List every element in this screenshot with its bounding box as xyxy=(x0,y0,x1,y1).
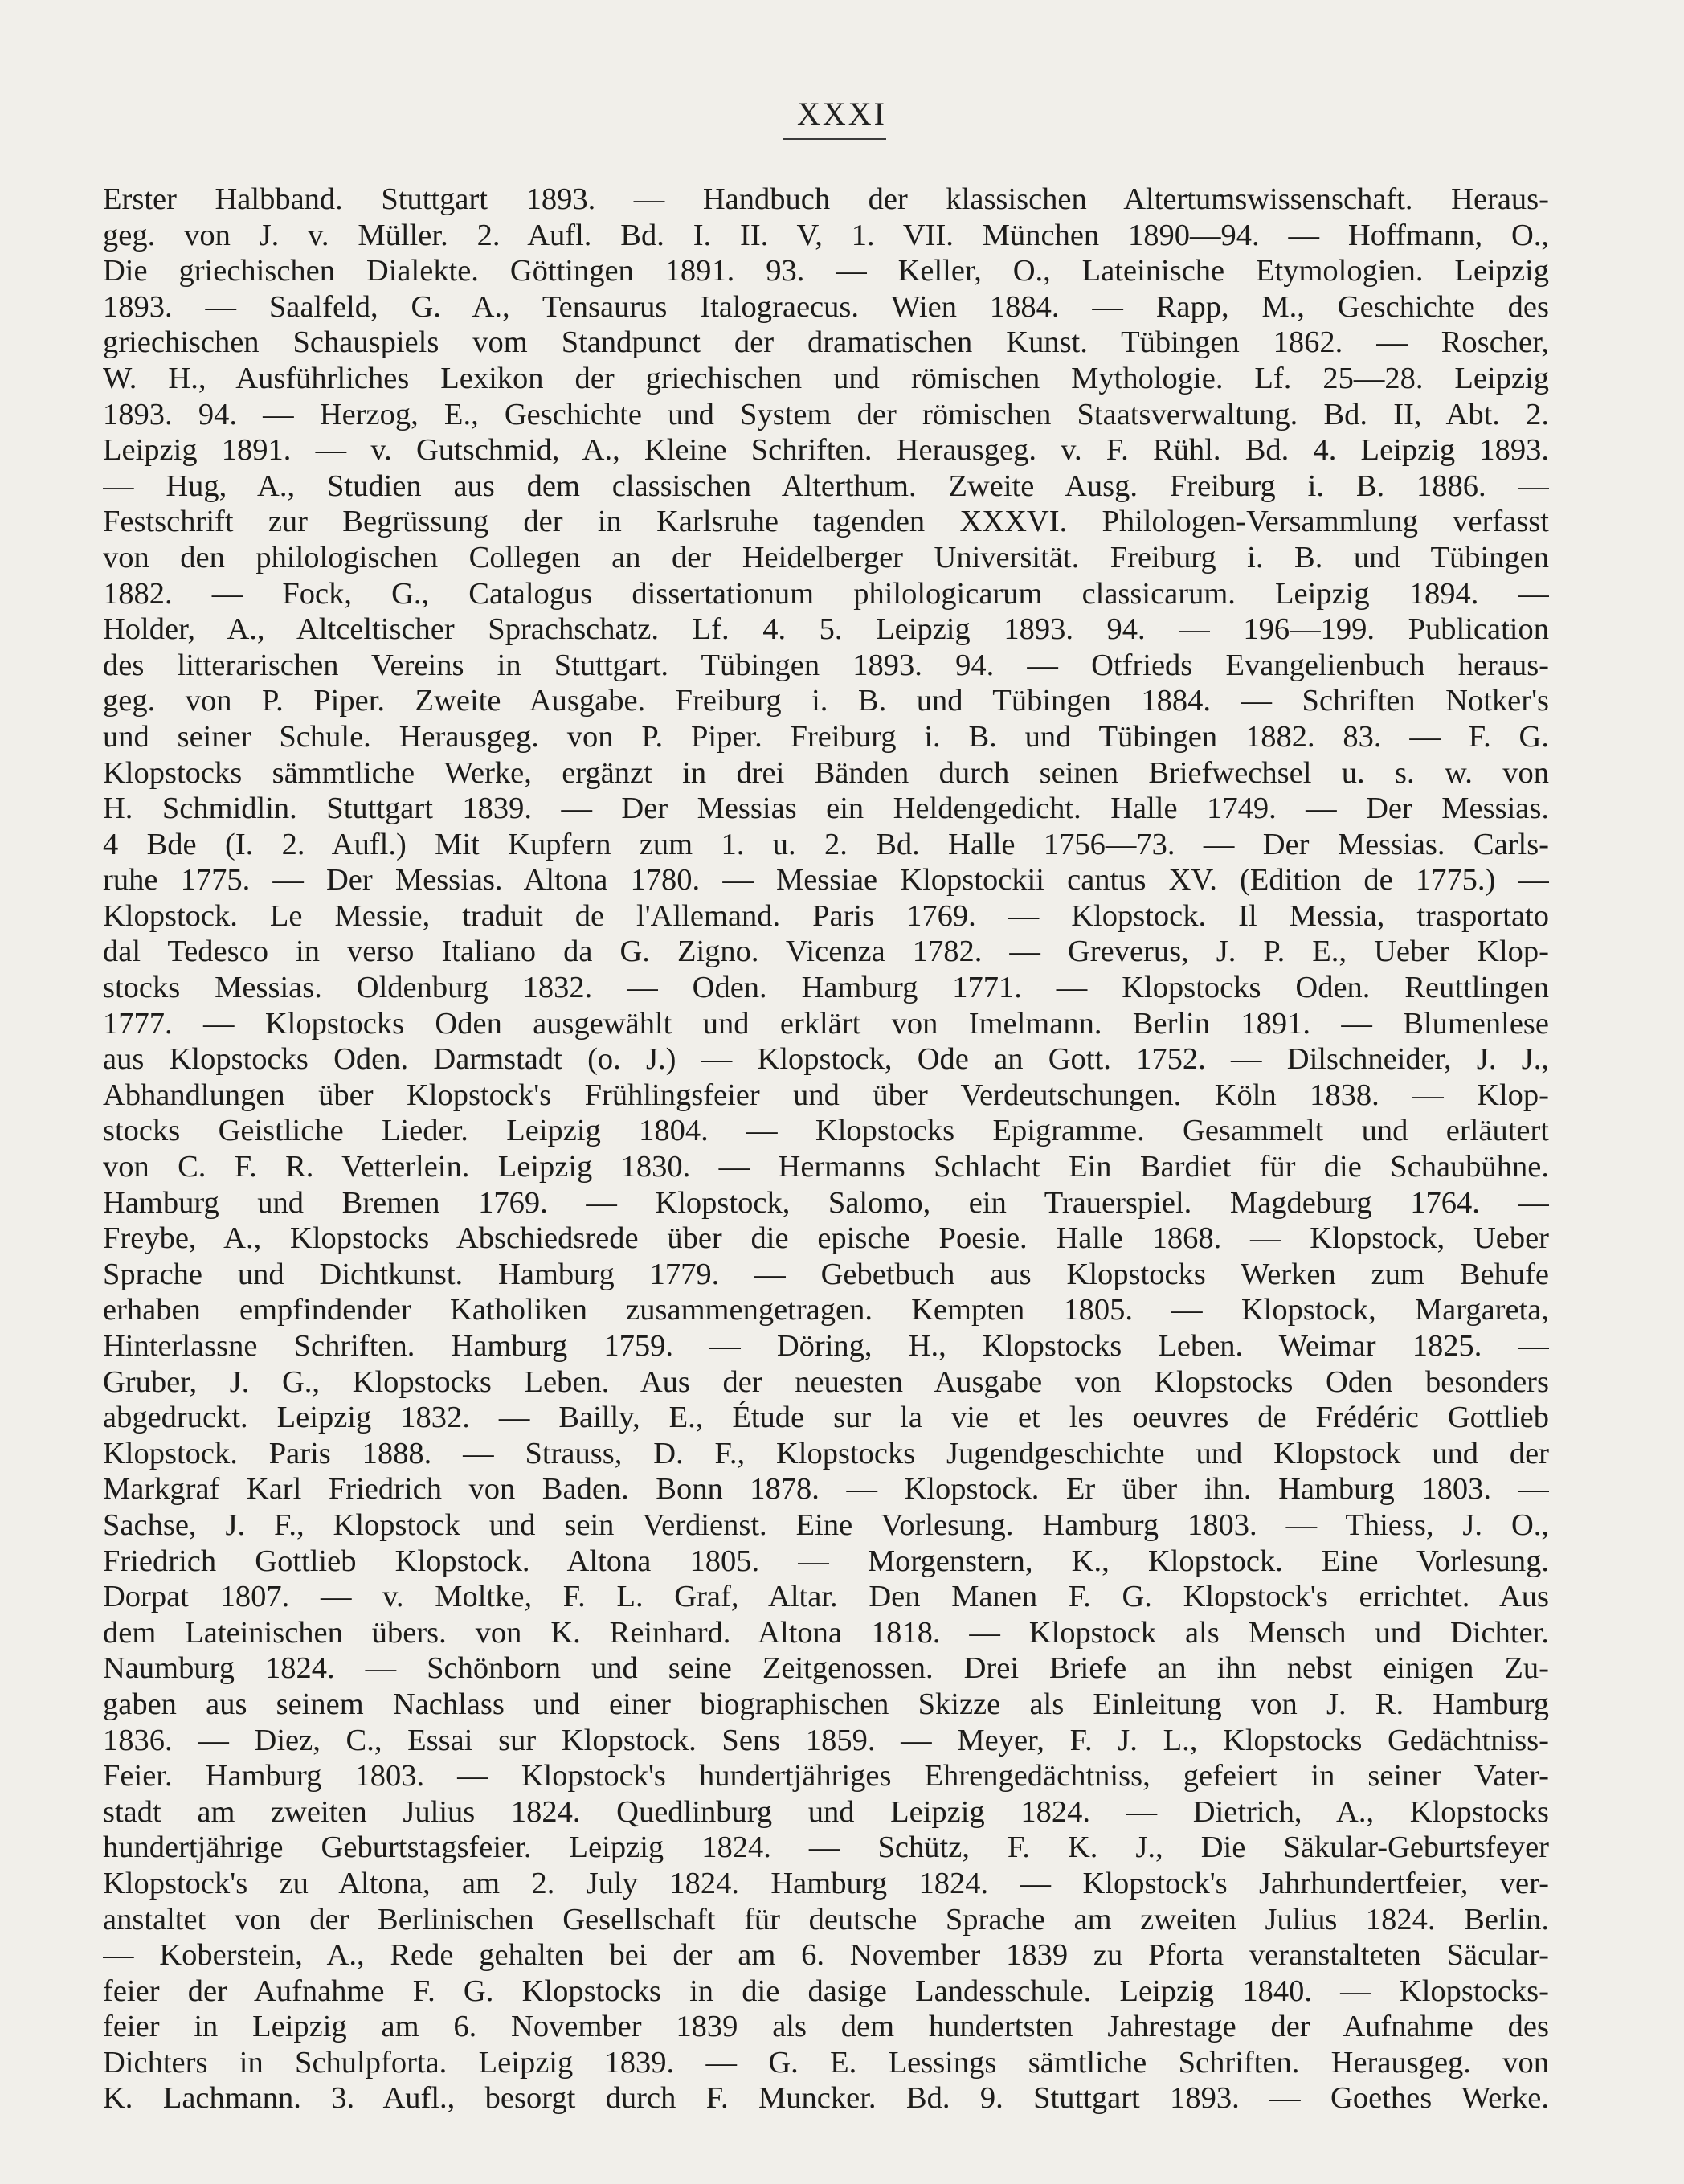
text-line: gaben aus seinem Nachlass und einer biographischen Skizze als Einleitung von J. R. Hamburg xyxy=(103,1687,1549,1721)
text-line: Dorpat 1807. — v. Moltke, F. L. Graf, Altar. Den Manen F. G. Klopstock's errichtet. Aus xyxy=(103,1580,1549,1614)
text-line: geg. von P. Piper. Zweite Ausgabe. Freiburg i. B. und Tübingen 1884. — Schriften Notker's xyxy=(103,684,1549,718)
text-line: Festschrift zur Begrüssung der in Karlsruhe tagenden XXXVI. Philologen-Versammlung verfasst xyxy=(103,505,1549,539)
text-line: Sprache und Dichtkunst. Hamburg 1779. — Gebetbuch aus Klopstocks Werken zum Behufe xyxy=(103,1257,1549,1291)
header-rule xyxy=(783,138,886,140)
text-line: stocks Geistliche Lieder. Leipzig 1804. — Klopstocks Epigramme. Gesammelt und erläutert xyxy=(103,1114,1549,1148)
text-line: von den philologischen Collegen an der Heidelberger Universität. Freiburg i. B. und Tübingen xyxy=(103,540,1549,575)
text-line: 1893. — Saalfeld, G. A., Tensaurus Italograecus. Wien 1884. — Rapp, M., Geschichte des xyxy=(103,289,1549,324)
text-line: Die griechischen Dialekte. Göttingen 1891. 93. — Keller, O., Lateinische Etymologien. Leipzig xyxy=(103,254,1549,288)
text-line: Dichters in Schulpforta. Leipzig 1839. — G. E. Lessings sämtliche Schriften. Herausgeg. von xyxy=(103,2045,1549,2080)
text-line: feier in Leipzig am 6. November 1839 als dem hundertsten Jahrestage der Aufnahme des xyxy=(103,2010,1549,2044)
text-line: Hamburg und Bremen 1769. — Klopstock, Salomo, ein Trauerspiel. Magdeburg 1764. — xyxy=(103,1185,1549,1220)
text-line: Klopstocks sämmtliche Werke, ergänzt in drei Bänden durch seinen Briefwechsel u. s. w. von xyxy=(103,755,1549,790)
text-line: 1836. — Diez, C., Essai sur Klopstock. Sens 1859. — Meyer, F. J. L., Klopstocks Gedächtniss- xyxy=(103,1723,1549,1757)
text-line: Klopstock. Le Messie, traduit de l'Allemand. Paris 1769. — Klopstock. Il Messia, trasportato xyxy=(103,898,1549,933)
text-line: des litterarischen Vereins in Stuttgart. Tübingen 1893. 94. — Otfrieds Evangelienbuch heraus- xyxy=(103,648,1549,682)
text-line: Holder, A., Altceltischer Sprachschatz. Lf. 4. 5. Leipzig 1893. 94. — 196—199. Publication xyxy=(103,612,1549,647)
text-line: Hinterlassne Schriften. Hamburg 1759. — Döring, H., Klopstocks Leben. Weimar 1825. — xyxy=(103,1329,1549,1363)
text-line: von C. F. R. Vetterlein. Leipzig 1830. — Hermanns Schlacht Ein Bardiet für die Schaubühne. xyxy=(103,1150,1549,1184)
text-line: abgedruckt. Leipzig 1832. — Bailly, E., Étude sur la vie et les oeuvres de Frédéric Gottlieb xyxy=(103,1401,1549,1435)
text-line: K. Lachmann. 3. Aufl., besorgt durch F. Muncker. Bd. 9. Stuttgart 1893. — Goethes Werke. xyxy=(103,2081,1549,2116)
text-line: feier der Aufnahme F. G. Klopstocks in die dasige Landesschule. Leipzig 1840. — Klopstocks- xyxy=(103,1973,1549,2008)
text-line: Gruber, J. G., Klopstocks Leben. Aus der neuesten Ausgabe von Klopstocks Oden besonders xyxy=(103,1364,1549,1399)
text-line: hundertjährige Geburtstagsfeier. Leipzig 1824. — Schütz, F. K. J., Die Säkular-Geburtsfeyer xyxy=(103,1830,1549,1865)
page-number: XXXI xyxy=(797,96,887,132)
text-line: Naumburg 1824. — Schönborn und seine Zeitgenossen. Drei Briefe an ihn nebst einigen Zu- xyxy=(103,1651,1549,1686)
text-line: dal Tedesco in verso Italiano da G. Zigno. Vicenza 1782. — Greverus, J. P. E., Ueber Klop- xyxy=(103,935,1549,969)
text-line: W. H., Ausführliches Lexikon der griechischen und römischen Mythologie. Lf. 25—28. Leipzig xyxy=(103,361,1549,395)
text-line: 1777. — Klopstocks Oden ausgewählt und erklärt von Imelmann. Berlin 1891. — Blumenlese xyxy=(103,1006,1549,1041)
text-line: 1893. 94. — Herzog, E., Geschichte und System der römischen Staatsverwaltung. Bd. II, Abt. 2. xyxy=(103,397,1549,431)
text-line: Freybe, A., Klopstocks Abschiedsrede über die epische Poesie. Halle 1868. — Klopstock, Ueber xyxy=(103,1221,1549,1256)
text-line: Feier. Hamburg 1803. — Klopstock's hundertjähriges Ehrengedächtniss, gefeiert in seiner Vater- xyxy=(103,1759,1549,1793)
text-line: und seiner Schule. Herausgeg. von P. Piper. Freiburg i. B. und Tübingen 1882. 83. — F. G. xyxy=(103,719,1549,754)
text-line: stadt am zweiten Julius 1824. Quedlinburg und Leipzig 1824. — Dietrich, A., Klopstocks xyxy=(103,1794,1549,1829)
text-line: dem Lateinischen übers. von K. Reinhard. Altona 1818. — Klopstock als Mensch und Dichter. xyxy=(103,1615,1549,1650)
text-line: Sachse, J. F., Klopstock und sein Verdienst. Eine Vorlesung. Hamburg 1803. — Thiess, J. O., xyxy=(103,1507,1549,1542)
text-line: Friedrich Gottlieb Klopstock. Altona 1805. — Morgenstern, K., Klopstock. Eine Vorlesung. xyxy=(103,1544,1549,1578)
text-line: — Koberstein, A., Rede gehalten bei der am 6. November 1839 zu Pforta veranstalteten Säcular- xyxy=(103,1938,1549,1973)
text-line: Abhandlungen über Klopstock's Frühlingsfeier und über Verdeutschungen. Köln 1838. — Klop- xyxy=(103,1078,1549,1112)
text-line: Leipzig 1891. — v. Gutschmid, A., Kleine Schriften. Herausgeg. v. F. Rühl. Bd. 4. Leipzig 1893. xyxy=(103,433,1549,468)
text-line: 1882. — Fock, G., Catalogus dissertationum philologicarum classicarum. Leipzig 1894. — xyxy=(103,576,1549,611)
text-line: 4 Bde (I. 2. Aufl.) Mit Kupfern zum 1. u. 2. Bd. Halle 1756—73. — Der Messias. Carls- xyxy=(103,827,1549,861)
bibliography-text xyxy=(103,182,1549,2117)
text-line: Markgraf Karl Friedrich von Baden. Bonn 1878. — Klopstock. Er über ihn. Hamburg 1803. — xyxy=(103,1472,1549,1507)
text-line: erhaben empfindender Katholiken zusammengetragen. Kempten 1805. — Klopstock, Margareta, xyxy=(103,1293,1549,1327)
text-line: stocks Messias. Oldenburg 1832. — Oden. Hamburg 1771. — Klopstocks Oden. Reuttlingen xyxy=(103,971,1549,1005)
text-line: H. Schmidlin. Stuttgart 1839. — Der Messias ein Heldengedicht. Halle 1749. — Der Messias. xyxy=(103,791,1549,826)
text-line: griechischen Schauspiels vom Standpunct der dramatischen Kunst. Tübingen 1862. — Roscher, xyxy=(103,325,1549,360)
text-line: aus Klopstocks Oden. Darmstadt (o. J.) — Klopstock, Ode an Gott. 1752. — Dilschneider, J. J., xyxy=(103,1042,1549,1077)
text-line: Erster Halbband. Stuttgart 1893. — Handbuch der klassischen Altertumswissenschaft. Heraus- xyxy=(103,182,1549,216)
text-line: geg. von J. v. Müller. 2. Aufl. Bd. I. II. V, 1. VII. München 1890—94. — Hoffmann, O., xyxy=(103,218,1549,252)
text-line: anstaltet von der Berlinischen Gesellschaft für deutsche Sprache am zweiten Julius 1824. Berlin. xyxy=(103,1902,1549,1937)
text-line: Klopstock's zu Altona, am 2. July 1824. Hamburg 1824. — Klopstock's Jahrhundertfeier, ver- xyxy=(103,1866,1549,1900)
text-line: Klopstock. Paris 1888. — Strauss, D. F., Klopstocks Jugendgeschichte und Klopstock und der xyxy=(103,1436,1549,1470)
text-line: — Hug, A., Studien aus dem classischen Alterthum. Zweite Ausg. Freiburg i. B. 1886. — xyxy=(103,468,1549,503)
text-line: ruhe 1775. — Der Messias. Altona 1780. — Messiae Klopstockii cantus XV. (Edition de 1775.) — xyxy=(103,863,1549,898)
